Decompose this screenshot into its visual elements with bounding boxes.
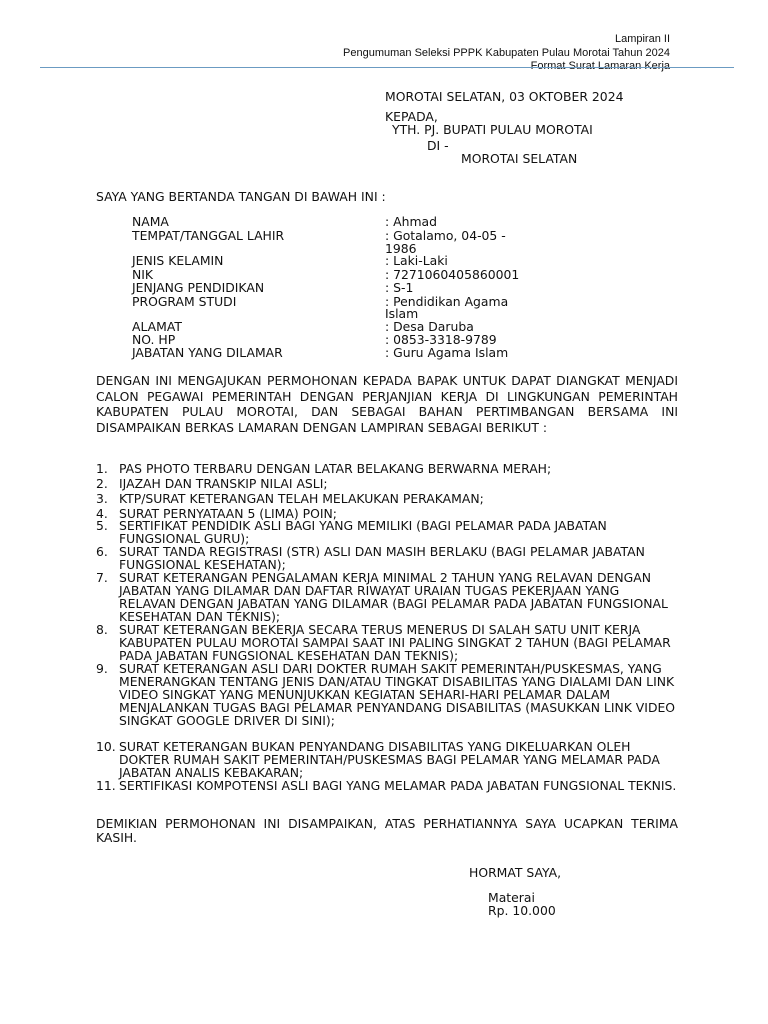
list-number: 8. (96, 622, 108, 637)
list-number: 2. (96, 476, 108, 491)
list-item: SURAT KETERANGAN ASLI DARI DOKTER RUMAH SAKIT PEMERINTAH/PUSKESMAS, YANG MENERANGKAN TENTANG JENIS DAN/ATAU TINGKAT DISABILITAS YANG DIALAMI DAN LINK VIDEO SINGKAT YANG MENUNJUKKAN KEGIATAN SEHARI-HARI PELAMAR DALAM MENJALANKAN TUGAS BAGI PELAMAR PENYANDANG DISABILITAS (MASUKKAN LINK VIDEO SINGKAT GOOGLE DRIVER DI SINI); (119, 661, 676, 729)
list-number: 5. (96, 518, 108, 533)
header-format: Format Surat Lamaran Kerja (530, 59, 670, 72)
list-item: SURAT KETERANGAN PENGALAMAN KERJA MINIMAL 2 TAHUN YANG RELAVAN DENGAN JABATAN YANG DILAMAR DAN DAFTAR RIWAYAT URAIAN TUGAS PEKERJAAN YANG RELAVAN DENGAN JABATAN YANG DILAMAR (BAGI PELAMAR PADA JABATAN FUNGSIONAL KESEHATAN DAN TEKNIS); (119, 570, 668, 625)
recipient-location: MOROTAI SELATAN (461, 151, 578, 166)
list-item: SURAT PERNYATAAN 5 (LIMA) POIN; (119, 506, 337, 521)
header-divider (40, 67, 734, 68)
field-value: : Pendidikan Agama (385, 294, 509, 309)
body-paragraph: DENGAN INI MENGAJUKAN PERMOHONAN KEPADA BAPAK UNTUK DAPAT DIANGKAT MENJADI CALON PEGAWAI PEMERINTAH DENGAN PERJANJIAN KERJA DI LINGKUNGAN PEMERINTAH KABUPATEN PULAU MOROTAI, DAN SEBAGAI BAHAN PERTIMBANGAN BERSAMA INI DISAMPAIKAN BERKAS LAMARAN DENGAN LAMPIRAN SEBAGAI BERIKUT : (96, 373, 678, 435)
di-label: DI - (427, 138, 449, 153)
list-number: 10. (96, 739, 116, 754)
field-label: NO. HP (132, 332, 176, 347)
field-label: PROGRAM STUDI (132, 294, 237, 309)
header-announcement: Pengumuman Seleksi PPPK Kabupaten Pulau Morotai Tahun 2024 (343, 46, 670, 59)
field-value: : 0853-3318-9789 (385, 332, 497, 347)
list-item: IJAZAH DAN TRANSKIP NILAI ASLI; (119, 476, 328, 491)
list-number: 1. (96, 461, 108, 476)
field-label: NIK (132, 267, 154, 282)
field-value: : Ahmad (385, 214, 437, 229)
field-label: ALAMAT (132, 319, 182, 334)
list-item: SURAT KETERANGAN BEKERJA SECARA TERUS MENERUS DI SALAH SATU UNIT KERJA KABUPATEN PULAU MOROTAI SAMPAI SAAT INI PALING SINGKAT 2 TAHUN (BAGI PELAMAR PADA JABATAN FUNGSIONAL KESEHATAN DAN TEKNIS); (119, 622, 671, 664)
materai-amount: Rp. 10.000 (488, 903, 556, 918)
field-value: : S-1 (385, 280, 414, 295)
field-label: JENIS KELAMIN (132, 253, 224, 268)
list-number: 11. (96, 778, 116, 793)
field-value: : Gotalamo, 04-05 - (385, 228, 506, 243)
closing-paragraph: DEMIKIAN PERMOHONAN INI DISAMPAIKAN, ATAS PERHATIANNYA SAYA UCAPKAN TERIMA KASIH. (96, 816, 678, 845)
field-value: : Guru Agama Islam (385, 345, 509, 360)
place-date: MOROTAI SELATAN, 03 OKTOBER 2024 (385, 89, 624, 104)
list-item: PAS PHOTO TERBARU DENGAN LATAR BELAKANG BERWARNA MERAH; (119, 461, 552, 476)
field-value-cont: Islam (385, 306, 419, 321)
materai-label: Materai (488, 890, 535, 905)
intro-text: SAYA YANG BERTANDA TANGAN DI BAWAH INI : (96, 189, 386, 204)
list-item: SURAT TANDA REGISTRASI (STR) ASLI DAN MASIH BERLAKU (BAGI PELAMAR JABATAN FUNGSIONAL KESEHATAN); (119, 544, 645, 573)
field-value: : 7271060405860001 (385, 267, 520, 282)
field-value: : Laki-Laki (385, 253, 448, 268)
field-value: : Desa Daruba (385, 319, 474, 334)
field-label: JABATAN YANG DILAMAR (132, 345, 283, 360)
list-number: 3. (96, 491, 108, 506)
to-label: KEPADA, (385, 109, 438, 124)
list-item: KTP/SURAT KETERANGAN TELAH MELAKUKAN PERAKAMAN; (119, 491, 484, 506)
list-number: 7. (96, 570, 108, 585)
list-number: 4. (96, 506, 108, 521)
list-number: 9. (96, 661, 108, 676)
signature-salutation: HORMAT SAYA, (469, 865, 562, 880)
list-item: SERTIFIKASI KOMPOTENSI ASLI BAGI YANG MELAMAR PADA JABATAN FUNGSIONAL TEKNIS. (119, 778, 677, 793)
field-label: TEMPAT/TANGGAL LAHIR (132, 228, 285, 243)
recipient: YTH. PJ. BUPATI PULAU MOROTAI (392, 122, 593, 137)
field-label: NAMA (132, 214, 169, 229)
list-item: SURAT KETERANGAN BUKAN PENYANDANG DISABILITAS YANG DIKELUARKAN OLEH DOKTER RUMAH SAKIT PEMERINTAH/PUSKESMAS BAGI PELAMAR YANG MELAMAR PADA JABATAN ANALIS KEBAKARAN; (119, 739, 660, 781)
header-lampiran: Lampiran II (614, 33, 670, 45)
field-label: JENJANG PENDIDIKAN (132, 280, 265, 295)
list-number: 6. (96, 544, 108, 559)
field-value-cont: 1986 (385, 241, 417, 256)
list-item: SERTIFIKAT PENDIDIK ASLI BAGI YANG MEMILIKI (BAGI PELAMAR PADA JABATAN FUNGSIONAL GURU); (119, 518, 607, 547)
